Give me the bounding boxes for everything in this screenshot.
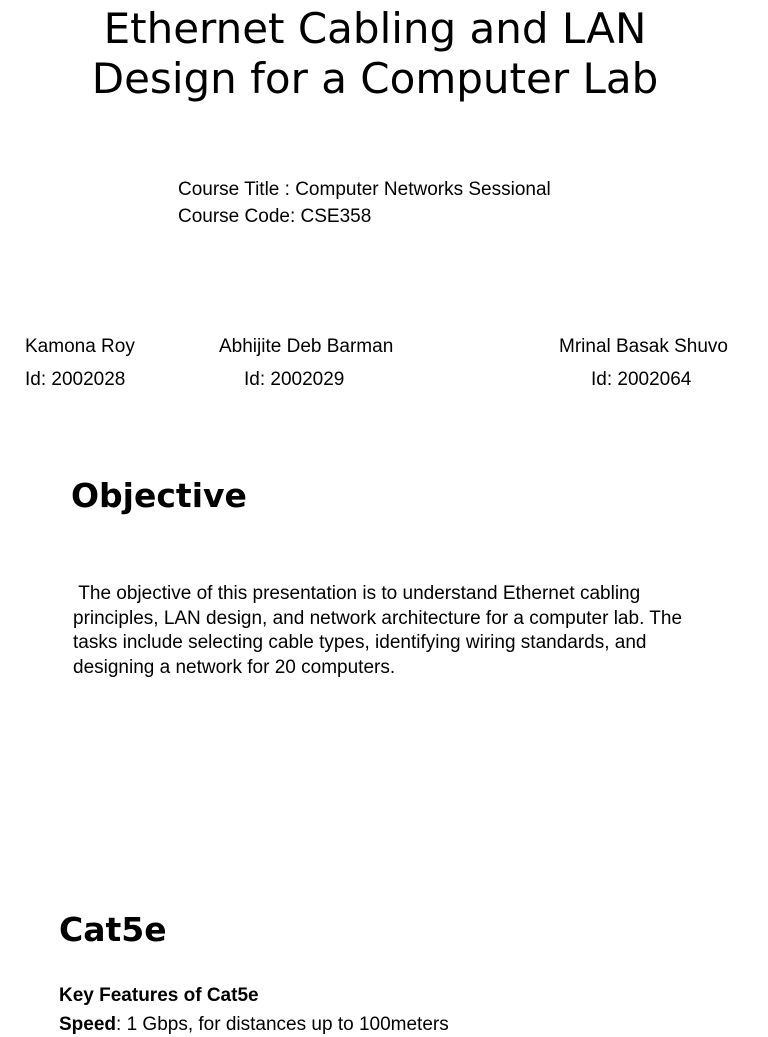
course-title: Course Title : Computer Networks Sessional: [178, 179, 551, 200]
author-kamona-roy: [25, 330, 135, 396]
author-mrinal-basak-shuvo: [559, 330, 728, 396]
cat5e-key-features-heading: Key Features of Cat5e: [59, 985, 259, 1006]
author-name: Kamona Roy: [25, 336, 135, 357]
cat5e-speed-feature: [59, 1012, 449, 1037]
objective-heading: Objective: [71, 476, 247, 515]
course-code: Course Code: CSE358: [178, 206, 372, 227]
author-abhijite-deb-barman: [219, 330, 393, 396]
author-id: Id: 2002064: [591, 369, 692, 390]
objective-paragraph: The objective of this presentation is to understand Ethernet cabling principles, LAN design, and network architecture for a computer lab. The tasks include selecting cable types, identifying wiring standards, and designing a network for 20 computers.: [73, 583, 688, 678]
author-name: Abhijite Deb Barman: [219, 336, 394, 357]
speed-text: : 1 Gbps, for distances up to 100meters: [116, 1014, 449, 1035]
document-title: Ethernet Cabling and LAN Design for a Computer Lab: [91, 4, 659, 103]
speed-label: Speed: [59, 1014, 117, 1035]
author-id: Id: 2002029: [244, 369, 345, 390]
author-id: Id: 2002028: [25, 369, 126, 390]
author-name: Mrinal Basak Shuvo: [559, 336, 728, 357]
cat5e-heading: Cat5e: [59, 910, 167, 949]
course-info: [178, 176, 551, 230]
